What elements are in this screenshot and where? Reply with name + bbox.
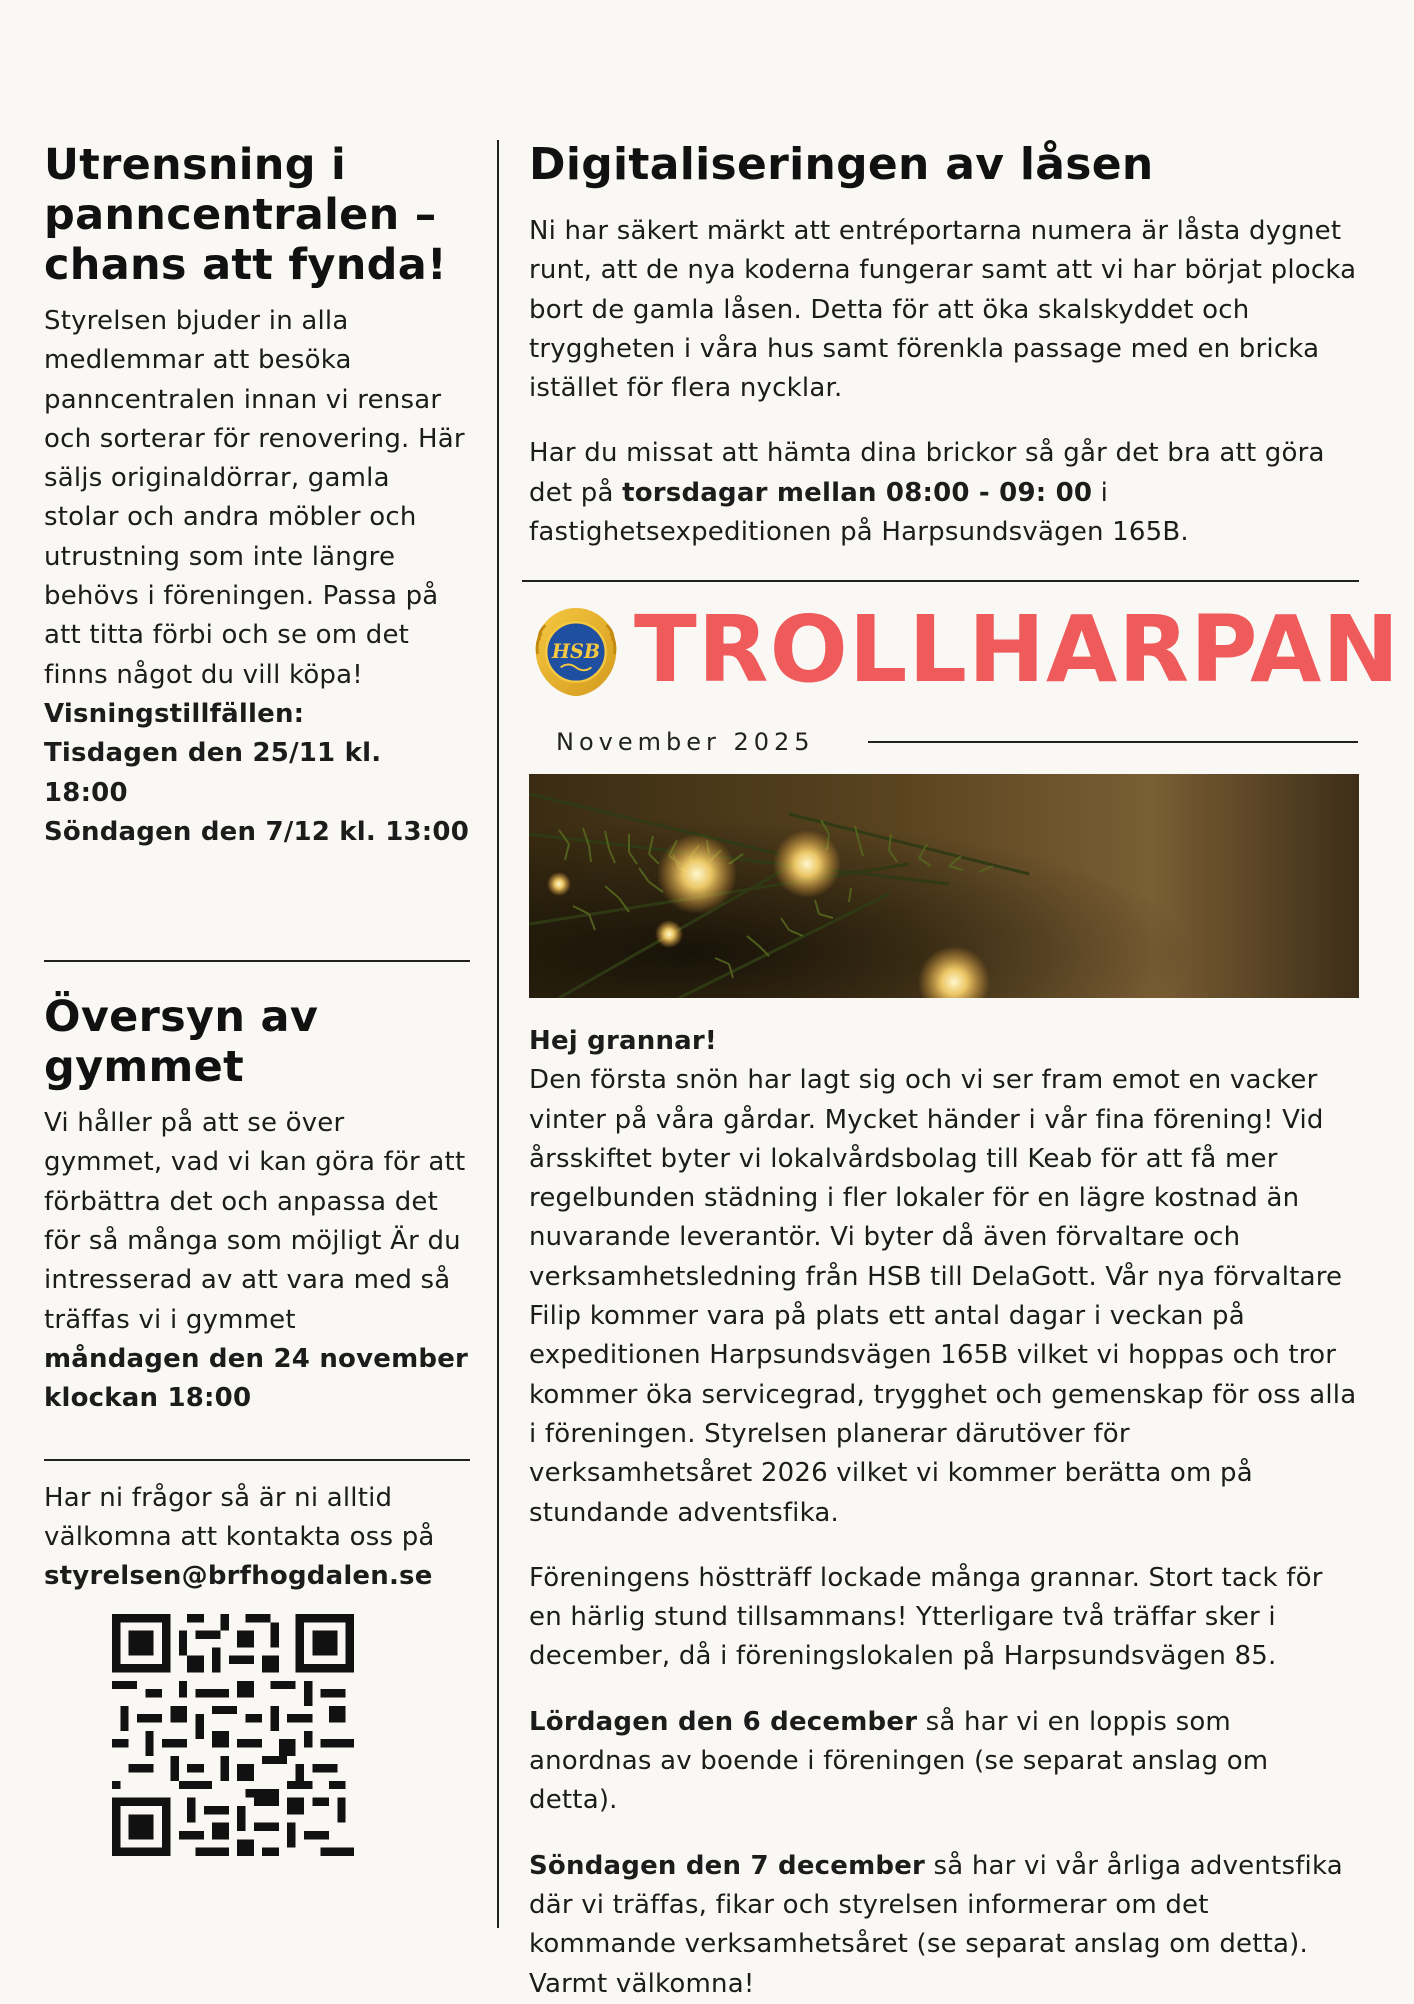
newsletter-title: TROLLHARPAN <box>634 596 1401 703</box>
christmas-tree-photo <box>529 774 1359 998</box>
issue-date: November 2025 <box>556 728 815 756</box>
article-body: Styrelsen bjuder in alla medlemmar att besöka panncentralen innan vi rensar och sorterar för renovering. Här säljs originaldörrar, gamla stolar och andra möbler och utrustning som inte längre behövs i föreningen. Passa på att titta förbi och se om det finns något du vill köpa! <box>44 306 465 690</box>
letter-paragraph-1: Den första snön har lagt sig och vi ser fram emot en vacker vinter på våra gårdar. Mycket händer i vår fina förening! Vid årsskiftet byter vi lokalvårdsbolag till Keab för att få mer regelbunden städning i fler lokaler för en lägre kostnad än nuvarande leverantör. Vi byter då även förvaltare och verksamhetsledning från HSB till DelaGott. Vår nya förvaltare Filip kommer vara på plats ett antal dagar i veckan på expeditionen Harpsundsvägen 165B vilket vi hoppas och tror kommer öka servicegrad, trygghet och gemenskap för oss alla i föreningen. Styrelsen planerar därutöver för verksamhetsåret 2026 vilket vi kommer berätta om på stundande adventsfika. <box>529 1065 1357 1528</box>
letter-greeting: Hej grannar! <box>529 1026 717 1056</box>
letter-closing: Varmt välkomna! <box>529 1968 755 1999</box>
article-body: Ni har säkert märkt att entréportarna numera är låsta dygnet runt, att de nya koderna fungerar samt att vi har börjat plocka bort de gamla låsen. Detta för att öka skalskyddet och tryggheten i våra hus samt förenkla passage med en bricka istället för flera nycklar. <box>529 216 1357 404</box>
contact-email[interactable]: styrelsen@brfhogdalen.se <box>44 1561 433 1592</box>
masthead-top-rule <box>522 580 1359 582</box>
letter-paragraph-loppis: Lördagen den 6 december så har vi en loppis som anordnas av boende i föreningen (se separat anslag om detta). <box>529 1706 1269 1816</box>
qr-code <box>112 1614 354 1856</box>
date-rule <box>868 741 1358 743</box>
contact-section <box>44 1479 470 1597</box>
article-body: Vi håller på att se över gymmet, vad vi kan göra för att förbättra det och anpassa det för så många som möjligt Är du intresserad av att vara med så träffas vi i gymmet <box>44 1108 466 1335</box>
right-column <box>529 140 1359 552</box>
letter-paragraph-adventsfika: Söndagen den 7 december så har vi vår årliga adventsfika där vi träffas, fikar och styrelsen informerar om det kommande verksamhetsåret (se separat anslag om detta). <box>529 1850 1343 1960</box>
viewings-label: Visningstillfällen: <box>44 698 305 729</box>
viewing-date-2: Söndagen den 7/12 kl. 13:00 <box>44 816 469 847</box>
letter-paragraph-2: Föreningens höstträff lockade många grannar. Stort tack för en härlig stund tillsammans! Ytterligare två träffar sker i december, då i föreningslokalen på Harpsundsvägen 85. <box>529 1562 1323 1672</box>
section-divider <box>44 960 470 962</box>
hsb-logo-icon <box>528 604 624 700</box>
svg-text:HSB: HSB <box>551 639 601 663</box>
article-panncentralen <box>44 140 470 852</box>
article-gymmet <box>44 992 470 1418</box>
article-title: Digitaliseringen av låsen <box>529 139 1154 190</box>
article-title: Översyn av gymmet <box>44 992 319 1093</box>
section-divider <box>44 1459 470 1461</box>
article-body-pickup: Har du missat att hämta dina brickor så går det bra att göra det på torsdagar mellan 08:00 - 09: 00 i fastighetsexpeditionen på Harpsundsvägen 165B. <box>529 438 1325 548</box>
meeting-date: måndagen den 24 november klockan 18:00 <box>44 1343 469 1414</box>
left-column <box>44 140 470 1596</box>
masthead <box>522 580 1401 756</box>
article-title: Utrensning i panncentralen – chans att fynda! <box>44 140 447 290</box>
column-divider <box>497 140 499 1928</box>
letter-section <box>529 1022 1359 2004</box>
contact-text: Har ni frågor så är ni alltid välkomna att kontakta oss på <box>44 1482 435 1552</box>
viewing-date-1: Tisdagen den 25/11 kl. 18:00 <box>44 738 382 808</box>
article-locks <box>529 140 1359 552</box>
